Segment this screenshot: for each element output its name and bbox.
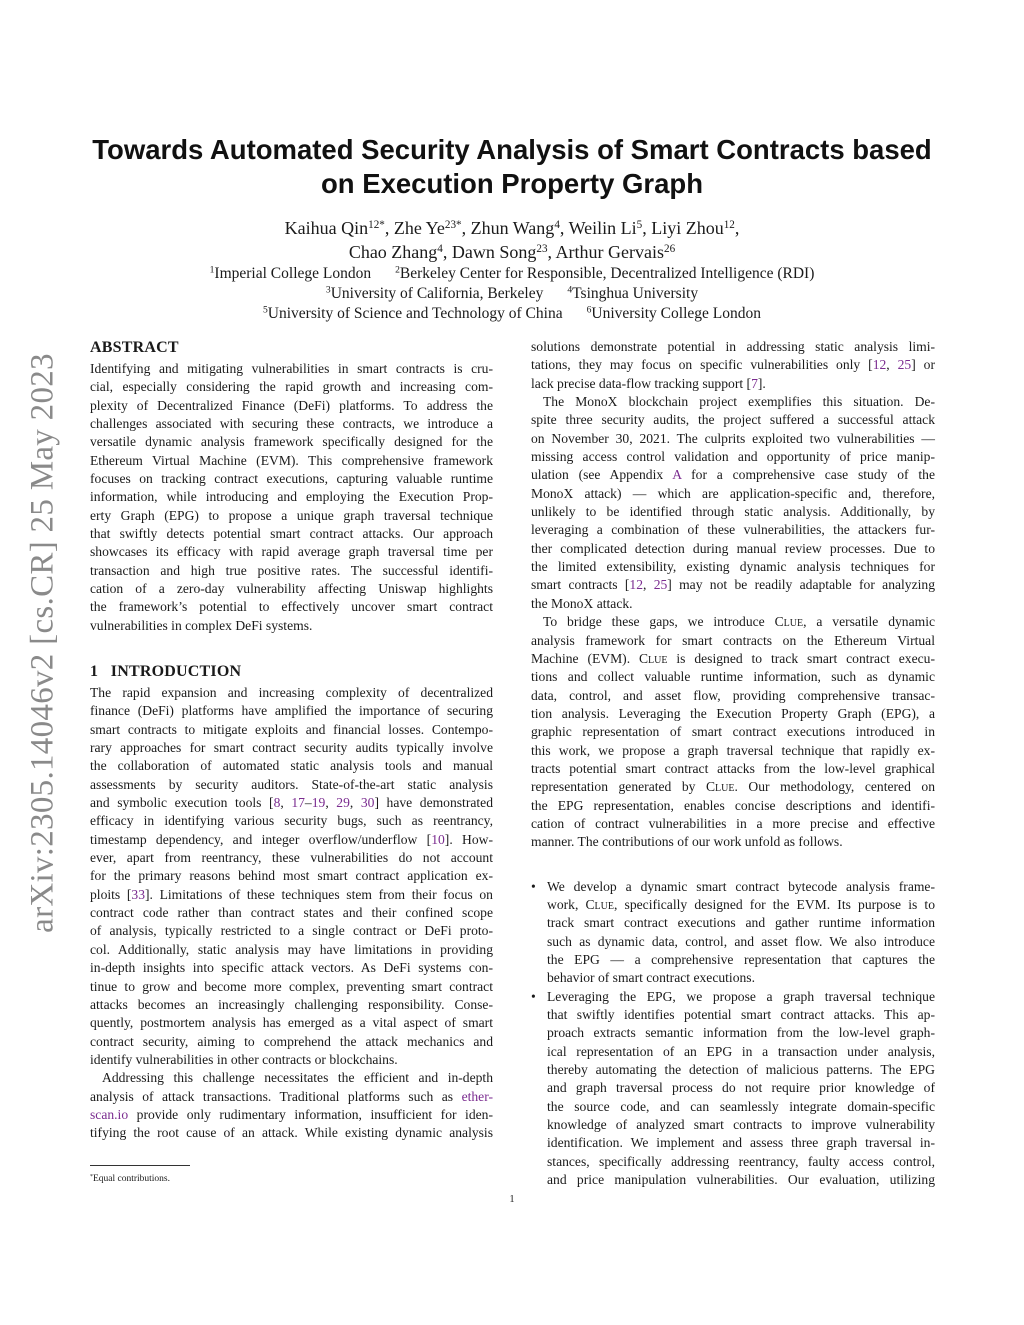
text-line: knowledge of analyzed smart contracts to improve vulnerability <box>547 1117 935 1133</box>
footnote-rule <box>90 1165 190 1166</box>
page-number: 1 <box>509 1194 515 1205</box>
affiliation-list <box>0 264 1024 324</box>
affiliation-number: 3 <box>325 284 331 296</box>
author-name: Dawn Song <box>451 242 537 262</box>
contribution-list-item <box>531 988 935 1190</box>
bullet-icon: • <box>531 878 536 894</box>
paragraph <box>90 360 493 635</box>
text-line: for the primary reasons behind most smart contract application ex- <box>90 868 493 884</box>
text-line: Identifying and mitigating vulnerabilities in smart contracts is cru- <box>90 361 493 376</box>
introduction-heading: 1 INTRODUCTION <box>90 663 242 680</box>
contribution-list-item <box>531 878 935 988</box>
text-line: and symbolic execution tools [8, 17–19, 29, 30] have demonstrated <box>90 795 493 811</box>
author-name: Kaihua Qin <box>284 218 369 238</box>
text-line: thereby automating the detection of malicious patterns. The EPG <box>547 1062 935 1078</box>
text-line: unlikely to be identified through static analysis. Additionally, by <box>531 504 935 520</box>
author-affiliation-mark: 4 <box>554 218 560 231</box>
text-line: Machine (EVM). Clue is designed to track smart contract execu- <box>531 650 935 666</box>
text-line: smart contracts to mitigate exploits and financial losses. Contempo- <box>90 721 493 737</box>
text-line: erty Graph (EPG) to propose a unique graph traversal technique <box>90 507 493 523</box>
citation-link[interactable]: 25 <box>897 357 912 373</box>
affiliation-number: 2 <box>395 264 400 276</box>
affiliation-row <box>0 304 1024 324</box>
text-line: that swiftly identifies potential smart contract attacks. This ap- <box>547 1007 935 1023</box>
author-affiliation-mark: 26 <box>664 242 676 255</box>
citation-link[interactable]: 33 <box>131 886 145 902</box>
text-line: tations, they may focus on specific vulnerabilities only [12, 25] or <box>531 357 936 373</box>
affiliation-name: Imperial College London <box>214 265 372 282</box>
affiliation-name: Tsinghua University <box>572 285 699 302</box>
text-line: contract security, aiming to comprehend the attack mechanics and <box>90 1033 493 1049</box>
affiliation-name: Berkeley Center for Responsible, Decentralized Intelligence (RDI) <box>399 265 815 282</box>
paper-title <box>0 133 1024 201</box>
text-line: timestamp dependency, and integer overflow/underflow [10]. How- <box>90 831 493 847</box>
paragraph <box>531 613 935 851</box>
citation-link[interactable]: 12 <box>872 357 887 373</box>
author-name: Zhe Ye <box>393 218 445 238</box>
text-line: tion analysis. Leveraging the Execution Property Graph (EPG), a <box>531 705 935 721</box>
text-line: ploits [33]. Limitations of these techniques stem from their focus on <box>90 886 493 902</box>
abstract-body <box>90 360 493 635</box>
author-affiliation-mark: 12* <box>368 218 385 231</box>
text-line: ulation (see Appendix A for a comprehensive case study of the <box>531 467 935 483</box>
text-line: finance (DeFi) platforms have amplified the importance of securing <box>90 703 493 719</box>
author-affiliation-mark: 23 <box>536 242 548 255</box>
system-name: Clue <box>585 896 614 912</box>
text-line: ever, apart from reentrancy, these vulnerabilities do not account <box>90 850 493 866</box>
text-line: the collaboration of automated static analysis tools and manual <box>90 758 493 774</box>
etherscan-link[interactable]: scan.io <box>90 1106 129 1122</box>
author-affiliation-mark: 23* <box>444 218 462 231</box>
text-line: information, while introducing and employing the Execution Prop- <box>90 489 493 505</box>
author-name: Arthur Gervais <box>555 242 665 262</box>
abstract-heading: ABSTRACT <box>90 339 179 356</box>
text-line: the source code, and can seamlessly integrate domain-specific <box>547 1098 935 1114</box>
text-line: tions and collect valuable runtime information, such as dynamic <box>531 669 935 685</box>
text-line: leveraging a combination of these vulnerabilities, the attackers fur- <box>531 522 935 538</box>
text-line: work, Clue, specifically designed for the EVM. Its purpose is to <box>547 896 935 912</box>
text-line: the EPG — a comprehensive representation that captures the <box>547 952 935 967</box>
paragraph <box>90 684 493 1069</box>
text-line: identification. We implement and assess three graph traversal in- <box>547 1135 935 1151</box>
text-line: lack precise data-flow tracking support [7]. <box>531 375 766 391</box>
appendix-link[interactable]: A <box>672 467 682 483</box>
text-line: representation generated by Clue. Our methodology, centered on <box>531 779 935 795</box>
author-name: Weilin Li <box>568 218 637 238</box>
text-line: on November 30, 2021. The culprits exploited two vulnerabilities — <box>531 430 935 446</box>
text-line: in-depth insights into specific attack vectors. As DeFi systems con- <box>90 960 493 976</box>
affiliation-number: 4 <box>567 284 573 296</box>
text-line: such as dynamic data, control, and asset flow. We also introduce <box>547 933 935 949</box>
text-line: cation of a zero-day vulnerability affecting Uniswap highlights <box>90 581 493 597</box>
author-affiliation-mark: 4 <box>437 242 443 255</box>
introduction-section <box>90 662 493 1143</box>
text-line: The MonoX blockchain project exemplifies this situation. De- <box>543 394 935 410</box>
text-line: this work, we propose a graph traversal technique that rapidly ex- <box>531 742 935 758</box>
text-line: Addressing this challenge necessitates the efficient and in-depth <box>102 1070 493 1086</box>
paragraph <box>531 393 935 613</box>
text-line: col. Additionally, static analysis may have limitations in providing <box>90 941 493 957</box>
author-name: Chao Zhang <box>348 242 438 262</box>
text-line: identify vulnerabilities in other contracts or blockchains. <box>90 1051 398 1067</box>
system-name: Clue <box>774 614 804 630</box>
footnote <box>90 1174 170 1184</box>
affiliation-name: University of Science and Technology of China <box>267 305 563 322</box>
text-line: plexity of Decentralized Finance (DeFi) platforms. To address the <box>90 397 493 413</box>
footnote-mark: * <box>90 1173 93 1180</box>
citation-link[interactable]: 10 <box>431 831 445 847</box>
text-line: and price manipulation vulnerabilities. Our evaluation, utilizing <box>547 1172 935 1188</box>
affiliation-number: 5 <box>263 304 268 316</box>
text-line: graphic representation of smart contract executions introduced in <box>531 724 935 740</box>
system-name: Clue <box>638 650 668 666</box>
author-list <box>0 216 1024 264</box>
text-line: the MonoX attack. <box>531 595 633 611</box>
footnote-text: Equal contributions. <box>92 1174 170 1184</box>
text-line: spite three security audits, the project suffered a successful attack <box>531 412 935 428</box>
paragraph <box>90 1069 493 1142</box>
affiliation-row <box>0 284 1024 304</box>
text-line: focuses on tracking contract executions, capturing valuable runtime <box>90 471 493 487</box>
text-line: manner. The contributions of our work unfold as follows. <box>531 834 843 850</box>
author-affiliation-mark: 12 <box>723 218 735 231</box>
text-line: behavior of smart contract executions. <box>547 970 755 986</box>
citation-link[interactable]: 8 <box>273 795 281 811</box>
introduction-body <box>90 684 493 1143</box>
text-line: Ethereum Virtual Machine (EVM). This comprehensive framework <box>90 452 493 468</box>
text-line: the framework’s potential to effectively uncover smart contract <box>90 599 493 615</box>
right-column <box>531 338 935 1189</box>
text-line: the EPG representation, enables concise descriptions and identifi- <box>531 797 935 813</box>
text-line: proach extracts semantic information from the low-level graph- <box>547 1025 935 1041</box>
citation-link[interactable]: 29 <box>336 795 350 811</box>
text-line: tracts potential smart contract attacks from the low-level graphical <box>531 760 935 776</box>
title-line: on Execution Property Graph <box>320 168 703 199</box>
abstract-section <box>90 338 493 635</box>
text-line: assessments by security auditors. State-of-the-art static analysis <box>90 776 493 792</box>
author-name: Zhun Wang <box>470 218 555 238</box>
title-line: Towards Automated Security Analysis of Smart Contracts based <box>92 134 932 165</box>
text-line: analysis of attack transactions. Traditional platforms such as ether- <box>90 1088 493 1104</box>
text-line: rary approaches for smart contract security audits typically involve <box>90 740 493 756</box>
text-line: and graph traversal process do not require prior knowledge of <box>547 1080 935 1096</box>
arxiv-identifier-sidebar: arXiv:2305.14046v2 [cs.CR] 25 May 2023 <box>24 353 61 933</box>
text-line: the limited extensibility, existing dynamic analysis techniques for <box>531 559 935 575</box>
contributions-list <box>531 878 935 1190</box>
system-name: Clue <box>705 779 735 795</box>
text-line: To bridge these gaps, we introduce Clue, a versatile dynamic <box>543 614 936 630</box>
text-line: transaction and high true positive rates. The successful identifi- <box>90 562 493 578</box>
citation-link[interactable]: 19 <box>311 795 326 811</box>
text-line: We develop a dynamic smart contract bytecode analysis frame- <box>547 878 935 894</box>
paragraph <box>531 338 935 393</box>
text-line: showcases its efficacy with rapid average graph traversal time per <box>90 544 493 560</box>
citation-link[interactable]: 12 <box>629 577 643 593</box>
text-line: attacks becomes an increasingly challenging responsibility. Conse- <box>90 996 493 1012</box>
text-line: ical representation of an EPG in a transaction under analysis, <box>547 1043 935 1059</box>
text-line: analysis framework for smart contracts on the Ethereum Virtual <box>531 632 935 648</box>
text-line: quently, postmortem analysis has emerged as a vital aspect of smart <box>90 1015 493 1031</box>
text-line: missing access control validation and opportunity of price manip- <box>531 449 935 465</box>
text-line: tinue to grow and become more complex, preventing smart contract <box>90 978 493 994</box>
text-line: MonoX attack) — which are application-specific and, therefore, <box>531 485 935 501</box>
author-affiliation-mark: 5 <box>636 218 643 231</box>
author-line: Kaihua Qin$^{12*}$, Zhe $Ye^{23*}$, Zhun Wang$^4$, Weilin Li$^5$, Liyi Zhou$^{12}$, <box>284 218 740 238</box>
text-line: Leveraging the EPG, we propose a graph traversal technique <box>547 988 935 1004</box>
text-line: efficacy in identifying various security bugs, such as reentrancy, <box>90 813 493 829</box>
text-line: solutions demonstrate potential in addressing static analysis limi- <box>531 339 935 354</box>
affiliation-name: University of California, Berkeley <box>330 285 544 302</box>
affiliation-name: University College London <box>591 305 761 322</box>
text-line: stances, specifically addressing reentrancy, faulty access control, <box>547 1153 935 1169</box>
text-line: challenges associated with securing these contracts, we introduce a <box>90 416 493 432</box>
affiliation-row <box>0 264 1024 284</box>
text-line: data, control, and asset flow, providing comprehensive transac- <box>531 687 935 703</box>
text-line: track smart contract executions and gather runtime information <box>547 915 935 931</box>
text-line: of analysis, typically restricted to a single contract or DeFi proto- <box>90 923 493 939</box>
citation-link[interactable]: 25 <box>653 577 668 593</box>
text-line: contract code rather than contract states and their confined scope <box>90 905 493 921</box>
bullet-icon: • <box>531 988 536 1004</box>
text-line: that swiftly detects potential smart contract attacks. Our approach <box>90 526 493 542</box>
text-line: scan.io provide only rudimentary information, insufficient for iden- <box>90 1106 493 1122</box>
right-column-body <box>531 338 935 852</box>
etherscan-link[interactable]: ether- <box>461 1088 493 1104</box>
text-line: vulnerabilities in complex DeFi systems. <box>90 617 313 633</box>
text-line: smart contracts [12, 25] may not be readily adaptable for analyzing <box>531 577 935 593</box>
author-line: Chao Zhang$^4$, Dawn Song$^{23}$, Arthur Gervais$^{26}$ <box>348 242 676 262</box>
text-line: cial, especially considering the rapid growth and increasing com- <box>90 379 493 395</box>
citation-link[interactable]: 7 <box>751 375 758 391</box>
text-line: cation of contract vulnerabilities in a more precise and effective <box>531 815 935 831</box>
text-line: versatile dynamic analysis framework specifically designed for the <box>90 434 493 450</box>
text-line: The rapid expansion and increasing complexity of decentralized <box>90 685 493 700</box>
affiliation-number: 6 <box>586 304 592 316</box>
text-line: tifying the root cause of an attack. While existing dynamic analysis <box>90 1125 493 1141</box>
text-line: ther complicated detection during manual review processes. Due to <box>531 540 935 556</box>
author-name: Liyi Zhou <box>651 218 724 238</box>
affiliation-number: 1 <box>209 264 215 276</box>
citation-link[interactable]: 17 <box>291 795 305 811</box>
citation-link[interactable]: 30 <box>360 795 375 811</box>
